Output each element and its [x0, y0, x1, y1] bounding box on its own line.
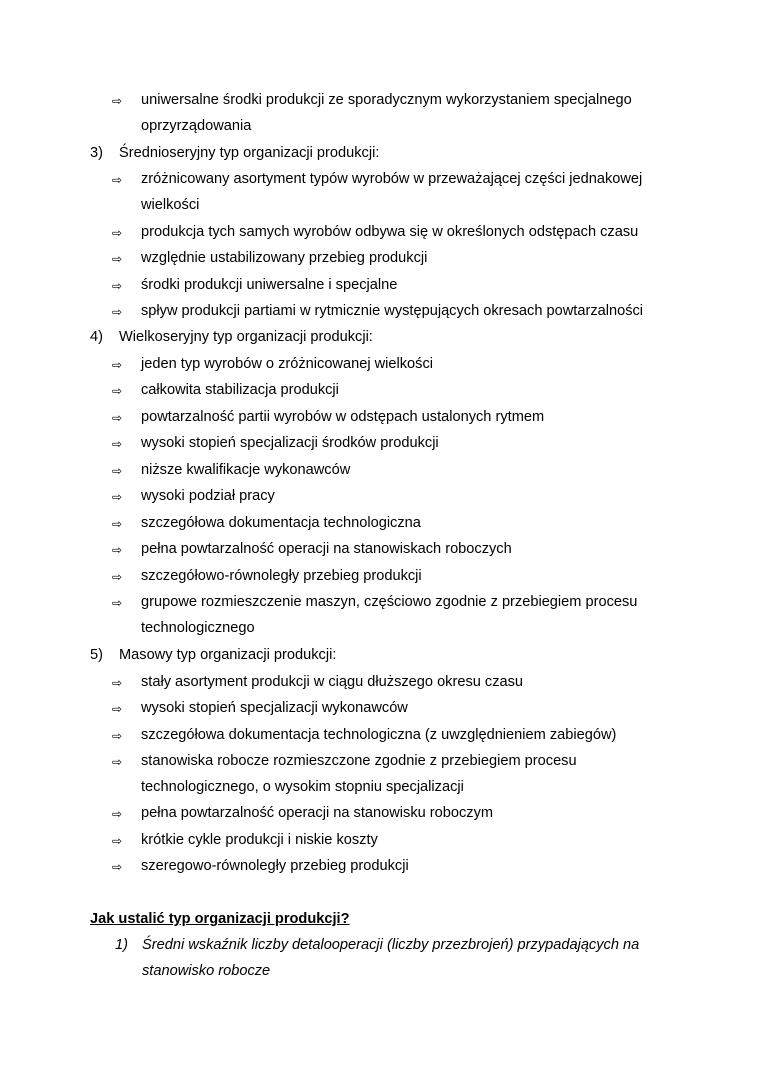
- bullet-text: spływ produkcji partiami w rytmicznie występujących okresach powtarzalności: [141, 303, 644, 319]
- arrow-bullet-icon: ⇨: [112, 279, 123, 293]
- arrow-bullet-icon: ⇨: [112, 570, 123, 584]
- arrow-bullet-icon: ⇨: [112, 226, 123, 240]
- arrow-bullet-icon: ⇨: [112, 305, 123, 319]
- bullet-text: środki produkcji uniwersalne i specjalne: [141, 277, 398, 293]
- method-text: stanowisko robocze: [142, 963, 271, 979]
- arrow-bullet-icon: ⇨: [112, 517, 123, 531]
- bullet-text: krótkie cykle produkcji i niskie koszty: [141, 832, 378, 848]
- bullet-text: wysoki stopień specjalizacji środków produkcji: [141, 435, 439, 451]
- section-number: 3): [90, 145, 103, 161]
- bullet-text: wielkości: [141, 197, 200, 213]
- arrow-bullet-icon: ⇨: [112, 490, 123, 504]
- bullet-text: uniwersalne środki produkcji ze sporadycznym wykorzystaniem specjalnego: [141, 92, 632, 108]
- arrow-bullet-icon: ⇨: [112, 464, 123, 478]
- section-title: Średnioseryjny typ organizacji produkcji:: [119, 145, 380, 161]
- bullet-text: względnie ustabilizowany przebieg produkcji: [141, 250, 428, 266]
- section-title: Wielkoseryjny typ organizacji produkcji:: [119, 329, 373, 345]
- section-title: Masowy typ organizacji produkcji:: [119, 647, 337, 663]
- arrow-bullet-icon: ⇨: [112, 543, 123, 557]
- bullet-text: wysoki stopień specjalizacji wykonawców: [141, 700, 408, 716]
- arrow-bullet-icon: ⇨: [112, 173, 123, 187]
- bullet-text: wysoki podział pracy: [141, 488, 275, 504]
- bullet-text: stały asortyment produkcji w ciągu dłuższego okresu czasu: [141, 674, 524, 690]
- bullet-text: szczegółowa dokumentacja technologiczna (z uwzględnieniem zabiegów): [141, 727, 617, 743]
- arrow-bullet-icon: ⇨: [112, 807, 123, 821]
- arrow-bullet-icon: ⇨: [112, 358, 123, 372]
- method-number: 1): [115, 937, 128, 953]
- bullet-text: grupowe rozmieszczenie maszyn, częściowo zgodnie z przebiegiem procesu: [141, 594, 638, 610]
- bullet-text: pełna powtarzalność operacji na stanowisku roboczym: [141, 805, 494, 821]
- bullet-text: zróżnicowany asortyment typów wyrobów w przeważającej części jednakowej: [141, 171, 643, 187]
- method-text: Średni wskaźnik liczby detalooperacji (liczby przezbrojeń) przypadających na: [142, 937, 640, 953]
- arrow-bullet-icon: ⇨: [112, 384, 123, 398]
- bullet-text: powtarzalność partii wyrobów w odstępach ustalonych rytmem: [141, 409, 545, 425]
- arrow-bullet-icon: ⇨: [112, 834, 123, 848]
- arrow-bullet-icon: ⇨: [112, 755, 123, 769]
- bullet-text: technologicznego, o wysokim stopniu specjalizacji: [141, 779, 464, 795]
- bullet-text: całkowita stabilizacja produkcji: [141, 382, 339, 398]
- bullet-text: pełna powtarzalność operacji na stanowiskach roboczych: [141, 541, 512, 557]
- arrow-bullet-icon: ⇨: [112, 676, 123, 690]
- arrow-bullet-icon: ⇨: [112, 94, 123, 108]
- bullet-text: szczegółowa dokumentacja technologiczna: [141, 515, 421, 531]
- arrow-bullet-icon: ⇨: [112, 437, 123, 451]
- bullet-text: stanowiska robocze rozmieszczone zgodnie z przebiegiem procesu: [141, 753, 577, 769]
- arrow-bullet-icon: ⇨: [112, 596, 123, 610]
- arrow-bullet-icon: ⇨: [112, 411, 123, 425]
- arrow-bullet-icon: ⇨: [112, 252, 123, 266]
- bullet-text: niższe kwalifikacje wykonawców: [141, 462, 351, 478]
- arrow-bullet-icon: ⇨: [112, 860, 123, 874]
- bullet-text: jeden typ wyrobów o zróżnicowanej wielkości: [141, 356, 434, 372]
- bullet-text: szczegółowo-równoległy przebieg produkcji: [141, 568, 422, 584]
- section-number: 4): [90, 329, 103, 345]
- arrow-bullet-icon: ⇨: [112, 729, 123, 743]
- arrow-bullet-icon: ⇨: [112, 702, 123, 716]
- bullet-text: szeregowo-równoległy przebieg produkcji: [141, 858, 409, 874]
- section-heading: Jak ustalić typ organizacji produkcji?: [90, 911, 350, 927]
- bullet-text: oprzyrządowania: [141, 118, 252, 134]
- bullet-text: produkcja tych samych wyrobów odbywa się w określonych odstępach czasu: [141, 224, 639, 240]
- section-number: 5): [90, 647, 103, 663]
- bullet-text: technologicznego: [141, 620, 255, 636]
